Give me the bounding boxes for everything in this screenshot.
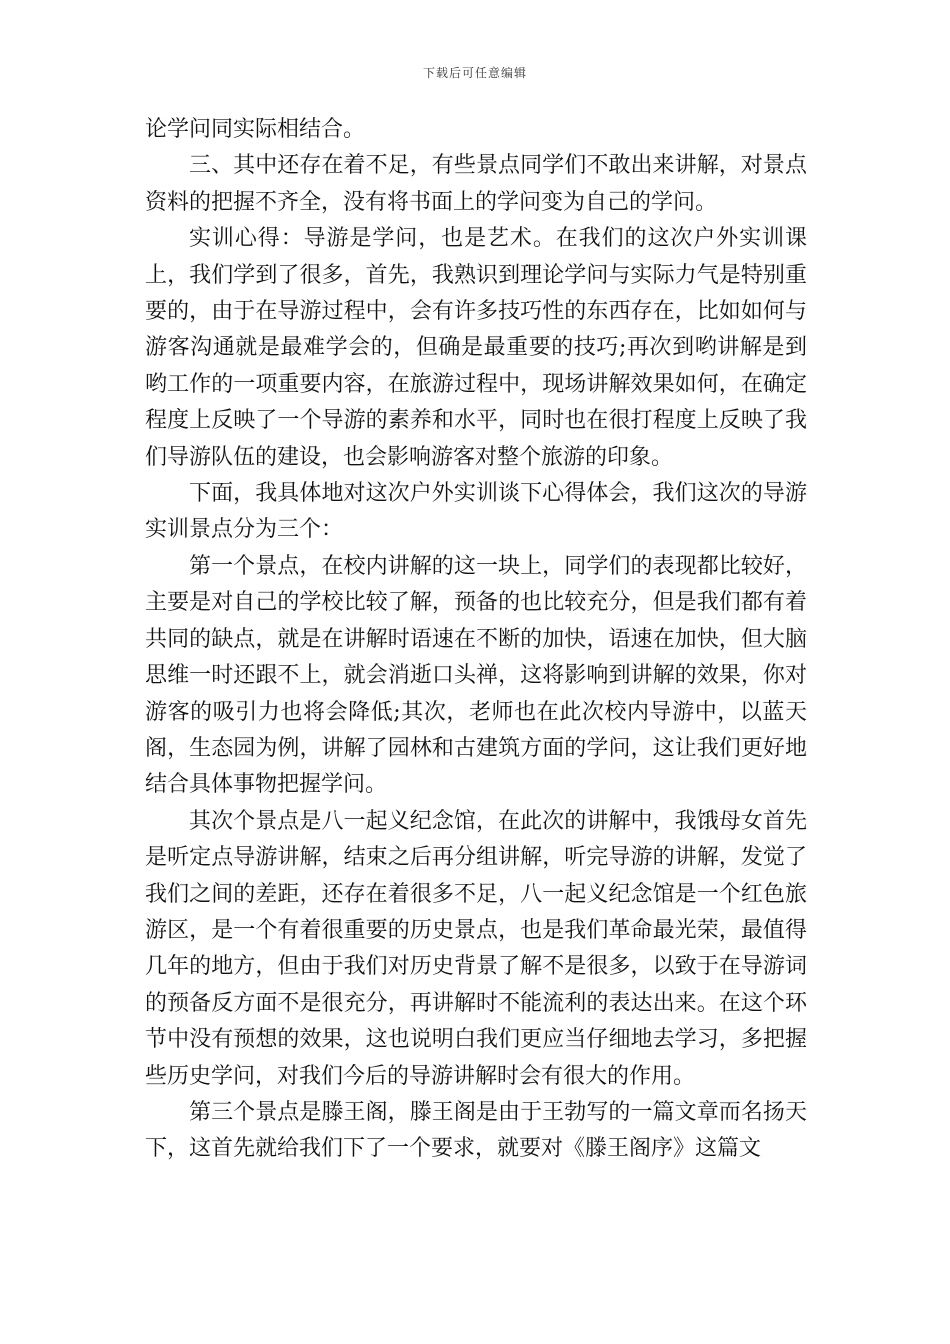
paragraph-site-two: 其次个景点是八一起义纪念馆，在此次的讲解中，我饿母女首先是听定点导游讲解，结束之后再分组讲解，听完导游的讲解，发觉了我们之间的差距，还存在着很多不足，八一起义纪念馆是一个红色旅游区，是一个有着很重要的历史景点，也是我们革命最光荣，最值得几年的地方，但由于我们对历史背景了解不是很多，以致于在导游词的预备反方面不是很充分，再讲解时不能流利的表达出来。在这个环节中没有预想的效果，这也说明白我们更应当仔细地去学习，多把握些历史学问，对我们今后的导游讲解时会有很大的作用。 [145, 808, 807, 1089]
paragraph-shortcomings: 三、其中还存在着不足，有些景点同学们不敢出来讲解，对景点资料的把握不齐全，没有将书面上的学问变为自己的学问。 [145, 153, 807, 215]
paragraph-intro-sites: 下面，我具体地对这次户外实训谈下心得体会，我们这次的导游实训景点分为三个： [145, 481, 807, 543]
paragraph-site-three: 第三个景点是滕王阁，滕王阁是由于王勃写的一篇文章而名扬天下，这首先就给我们下了一个要求，就要对《滕王阁序》这篇文 [145, 1099, 807, 1162]
paragraph-site-one: 第一个景点，在校内讲解的这一块上，同学们的表现都比较好，主要是对自己的学校比较了解，预备的也比较充分，但是我们都有着共同的缺点，就是在讲解时语速在不断的加快，语速在加快，但大脑思维一时还跟不上，就会消逝口头禅，这将影响到讲解的效果，你对游客的吸引力也将会降低;其次，老师也在此次校内导游中，以蓝天阁，生态园为例，讲解了园林和古建筑方面的学问，这让我们更好地结合具体事物把握学问。 [145, 553, 807, 798]
paragraph-training-insight: 实训心得：导游是学问，也是艺术。在我们的这次户外实训课上，我们学到了很多，首先，我熟识到理论学问与实际力气是特别重要的，由于在导游过程中，会有许多技巧性的东西存在，比如如何与游客沟通就是最难学会的，但确是最重要的技巧;再次到哟讲解是到哟工作的一项重要内容，在旅游过程中，现场讲解效果如何，在确定程度上反映了一个导游的素养和水平，同时也在很打程度上反映了我们导游队伍的建设，也会影响游客对整个旅游的印象。 [145, 226, 807, 470]
document-body [145, 112, 807, 1168]
paragraph-continuation: 论学问同实际相结合。 [145, 117, 366, 142]
page-header: 下载后可任意编辑 [422, 66, 527, 80]
